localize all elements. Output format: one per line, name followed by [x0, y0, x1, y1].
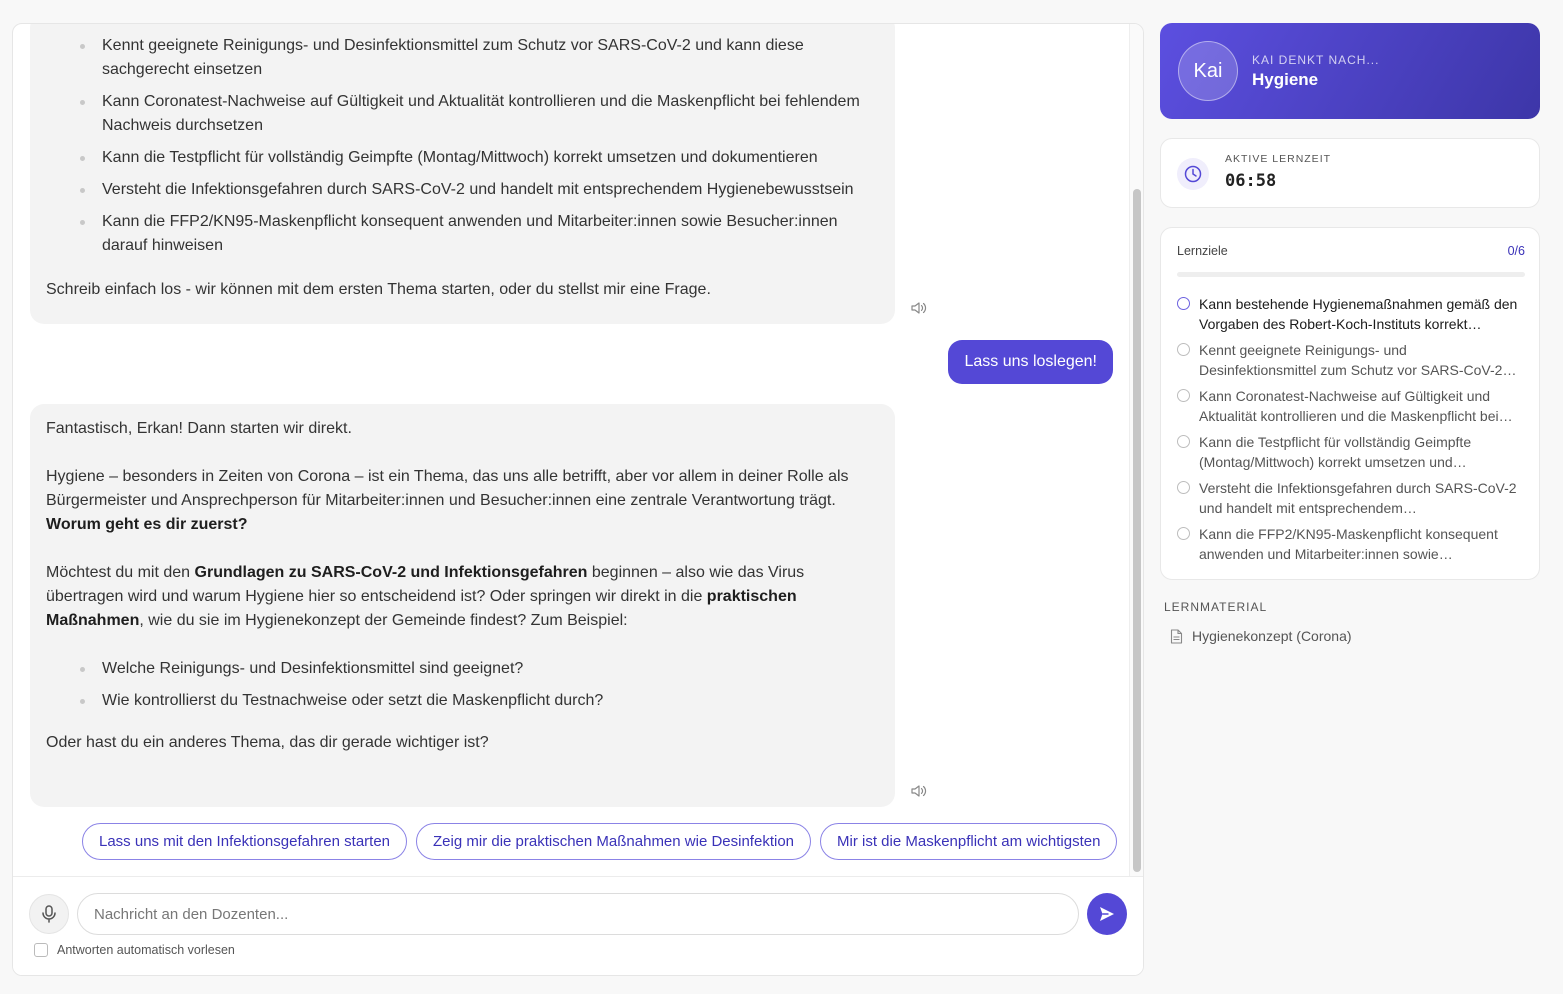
assistant-message — [30, 404, 895, 807]
suggestion-chip[interactable]: Lass uns mit den Infektionsgefahren starten — [82, 823, 407, 860]
learning-goals-card — [1160, 227, 1540, 580]
send-icon — [1098, 905, 1116, 923]
goal-text: Versteht die Infektionsgefahren durch SARS-CoV-2 und handelt mit entsprechendem — [1199, 480, 1517, 516]
goal-text: Kann die FFP2/KN95-Maskenpflicht konsequent anwenden und Mitarbeiter:innen sowie — [1199, 526, 1498, 562]
list-item: Kennt geeignete Reinigungs- und Desinfektionsmittel zum Schutz vor SARS-CoV-2 und kann diese sachgerecht einsetzen — [102, 34, 879, 82]
message-text-part: Möchtest du mit den — [46, 564, 195, 581]
example-list — [46, 657, 879, 713]
message-list — [13, 24, 1131, 876]
tutor-topic: Hygiene — [1252, 70, 1319, 89]
goals-progress-bar — [1177, 272, 1525, 277]
goals-title: Lernziele — [1177, 244, 1228, 258]
goal-item[interactable] — [1177, 340, 1525, 380]
speaker-icon[interactable] — [911, 301, 927, 315]
material-label: Hygienekonzept (Corona) — [1192, 628, 1352, 644]
autoread-toggle[interactable] — [34, 943, 235, 957]
chat-panel — [12, 23, 1144, 976]
goal-item[interactable] — [1177, 294, 1525, 334]
message-text-part: beginnen – also wie das Virus übertragen wird und warum Hygiene hier so entscheidend ist? Oder springen wir direkt in die — [46, 564, 805, 605]
message-text — [46, 465, 879, 537]
message-text — [46, 561, 879, 633]
goal-item[interactable] — [1177, 478, 1525, 518]
message-text-bold: praktischen Maßnahmen — [46, 588, 797, 629]
message-text: Fantastisch, Erkan! Dann starten wir direkt. — [46, 420, 352, 437]
goal-item[interactable] — [1177, 432, 1525, 472]
autoread-label: Antworten automatisch vorlesen — [57, 943, 235, 957]
message-text-part: Hygiene – besonders in Zeiten von Corona – ist ein Thema, das uns alle betrifft, aber vor allem in deiner Rolle als Bürgermeister und Ansprechperson für Mitarbeiter:innen und Besucher:innen eine zentrale Verantwortung trägt. — [46, 468, 849, 509]
message-text-bold: Worum geht es dir zuerst? — [46, 516, 248, 533]
microphone-button[interactable] — [29, 894, 69, 934]
message-text-part: , wie du sie im Hygienekonzept der Gemeinde findest? Zum Beispiel: — [139, 612, 628, 629]
send-button[interactable] — [1087, 893, 1127, 935]
list-item: Kann die FFP2/KN95-Maskenpflicht konsequent anwenden und Mitarbeiter:innen sowie Besucher:innen darauf hinweisen — [102, 210, 879, 258]
suggestion-chip[interactable]: Mir ist die Maskenpflicht am wichtigsten — [820, 823, 1117, 860]
goal-item[interactable] — [1177, 524, 1525, 564]
list-item: Kann Coronatest-Nachweise auf Gültigkeit und Aktualität kontrollieren und die Maskenpflicht bei fehlendem Nachweis durchsetzen — [102, 90, 879, 138]
list-item: Welche Reinigungs- und Desinfektionsmittel sind geeignet? — [102, 657, 879, 681]
goal-status-icon — [1177, 527, 1190, 540]
goal-status-icon — [1177, 343, 1190, 356]
goal-text: Kann Coronatest-Nachweise auf Gültigkeit und Aktualität kontrollieren und die Maskenpflicht bei — [1199, 388, 1499, 424]
material-link[interactable] — [1170, 628, 1352, 644]
goals-header — [1177, 244, 1525, 258]
goal-text: Kann bestehende Hygienemaßnahmen gemäß den Vorgaben des Robert-Koch-Instituts korrekt — [1199, 296, 1518, 332]
learning-time-value: 06:58 — [1225, 171, 1277, 191]
clock-icon — [1184, 165, 1202, 183]
composer — [13, 876, 1143, 976]
avatar: Kai — [1178, 41, 1238, 101]
goal-list — [46, 34, 879, 258]
user-message: Lass uns loslegen! — [948, 340, 1113, 384]
clock-icon-wrapper — [1177, 158, 1209, 190]
goals-count: 0/6 — [1507, 244, 1525, 258]
list-item: Versteht die Infektionsgefahren durch SARS-CoV-2 und handelt mit entsprechendem Hygienebewusstsein — [102, 178, 879, 202]
goal-text: Kann die Testpflicht für vollständig Geimpfte (Montag/Mittwoch) korrekt umsetzen und — [1199, 434, 1472, 470]
scrollbar[interactable] — [1129, 24, 1143, 876]
tutor-card — [1160, 23, 1540, 119]
goal-item[interactable] — [1177, 386, 1525, 426]
learning-time-label: AKTIVE LERNZEIT — [1225, 153, 1332, 165]
material-title: LERNMATERIAL — [1164, 600, 1268, 614]
list-item: Kann die Testpflicht für vollständig Geimpfte (Montag/Mittwoch) korrekt umsetzen und dokumentieren — [102, 146, 879, 170]
autoread-checkbox[interactable] — [34, 943, 48, 957]
speaker-icon[interactable] — [911, 784, 927, 798]
suggestion-chips — [82, 823, 1117, 860]
goal-status-icon — [1177, 481, 1190, 494]
assistant-message — [30, 24, 895, 324]
goal-text: Kennt geeignete Reinigungs- und Desinfektionsmittel zum Schutz vor SARS-CoV-2 — [1199, 342, 1503, 378]
document-icon — [1170, 629, 1183, 644]
microphone-icon — [41, 905, 57, 923]
learning-time-card — [1160, 138, 1540, 208]
message-text: Oder hast du ein anderes Thema, das dir gerade wichtiger ist? — [46, 734, 489, 751]
scrollbar-thumb[interactable] — [1133, 189, 1141, 872]
suggestion-chip[interactable]: Zeig mir die praktischen Maßnahmen wie Desinfektion — [416, 823, 811, 860]
tutor-status: KAI DENKT NACH... — [1252, 53, 1380, 67]
goal-status-icon — [1177, 435, 1190, 448]
list-item: Wie kontrollierst du Testnachweise oder setzt die Maskenpflicht durch? — [102, 689, 879, 713]
message-input[interactable] — [77, 893, 1079, 935]
goal-status-icon — [1177, 389, 1190, 402]
goal-status-icon — [1177, 297, 1190, 310]
message-text: Schreib einfach los - wir können mit dem ersten Thema starten, oder du stellst mir eine Frage. — [46, 281, 711, 298]
message-text-bold: Grundlagen zu SARS-CoV-2 und Infektionsgefahren — [194, 564, 588, 581]
